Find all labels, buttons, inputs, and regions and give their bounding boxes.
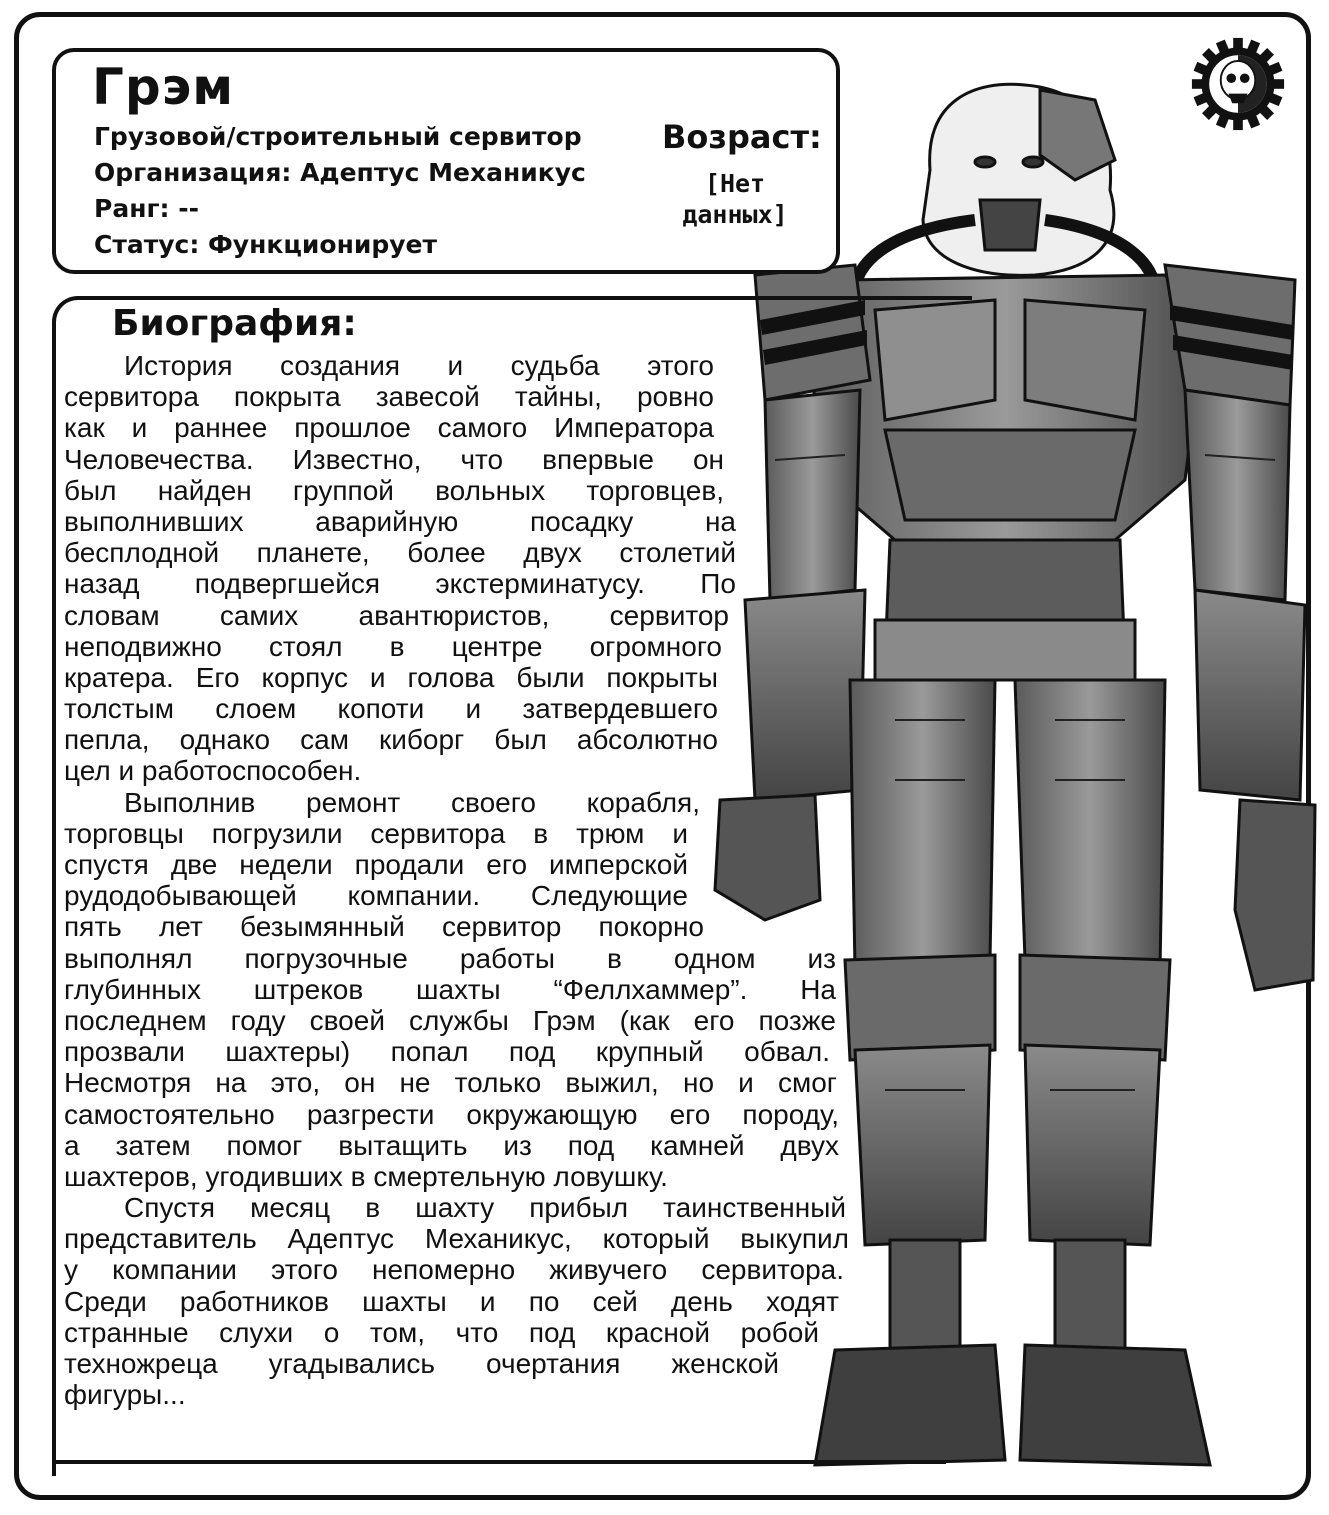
- age-label: Возраст:: [662, 118, 822, 156]
- biography-line: шахтеров, угодивших в смертельную ловушку.: [64, 1160, 668, 1192]
- biography-line: сервитора покрыта завесой тайны, ровно: [64, 381, 714, 413]
- biography-line: самостоятельно разгрести окружающую его породу,: [64, 1098, 839, 1130]
- biography-line: представитель Адептус Механикус, который выкупил: [64, 1223, 849, 1255]
- biography-line: странные слухи о том, что под красной робой: [64, 1316, 819, 1348]
- biography-line: словам самих авантюристов, сервитор: [64, 599, 729, 631]
- biography-title: Биография:: [112, 303, 357, 344]
- biography-line: толстым слоем копоти и затвердевшего: [64, 693, 718, 725]
- age-value-line1: [Нет: [704, 169, 766, 198]
- biography-line: техножреца угадывались очертания женской: [64, 1348, 779, 1379]
- biography-line: цел и работоспособен.: [64, 755, 362, 787]
- biography-line: был найден группой вольных торговцев,: [64, 474, 724, 506]
- biography-line: глубинных штреков шахты “Феллхаммер”. На: [64, 973, 836, 1005]
- biography-line: Выполнив ремонт своего корабля,: [124, 786, 700, 818]
- biography-line: торговцы погрузили сервитора в трюм и: [64, 817, 688, 849]
- biography-line: спустя две недели продали его имперской: [64, 849, 688, 880]
- biography-line: фигуры...: [64, 1379, 186, 1411]
- organization: Организация: Адептус Механикус: [94, 158, 586, 187]
- biography-line: назад подвергшейся экстерминатусу. По: [64, 568, 736, 600]
- biography-line: прозвали шахтеры) попал под крупный обвал.: [64, 1036, 830, 1068]
- age-value: [660, 168, 810, 230]
- character-name: Грэм: [92, 58, 235, 116]
- servitor-type: Грузовой/строительный сервитор: [94, 122, 582, 151]
- biography-line: История создания и судьба этого: [124, 350, 714, 381]
- biography-line: пепла, однако сам киборг был абсолютно: [64, 724, 718, 756]
- biography-line: Спустя месяц в шахту прибыл таинственный: [124, 1192, 846, 1224]
- status: Статус: Функционирует: [94, 230, 437, 259]
- biography-line: кратера. Его корпус и голова были покрыты: [64, 661, 718, 693]
- biography-line: у компании этого непомерно живучего сервитора.: [64, 1254, 844, 1286]
- biography-line: Несмотря на это, он не только выжил, но и смог: [64, 1067, 837, 1099]
- biography-line: Человечества. Известно, что впервые он: [64, 443, 724, 475]
- biography-line: Среди работников шахты и по сей день ходят: [64, 1285, 839, 1317]
- biography-line: последнем году своей службы Грэм (как его позже: [64, 1004, 836, 1036]
- biography-line: пять лет безымянный сервитор покорно: [64, 911, 704, 943]
- biography-line: выполнял погрузочные работы в одном из: [64, 942, 836, 974]
- biography-text: [64, 350, 849, 1410]
- biography-line: а затем помог вытащить из под камней двух: [64, 1129, 839, 1161]
- rank: Ранг: --: [94, 194, 199, 223]
- biography-divider: [56, 1460, 946, 1464]
- age-value-line2: данных]: [682, 200, 788, 229]
- biography-line: бесплодной планете, более двух столетий: [64, 537, 736, 569]
- biography-line: как и раннее прошлое самого Императора: [64, 412, 714, 444]
- biography-line: рудодобывающей компании. Следующие: [64, 880, 688, 912]
- biography-line: выполнивших аварийную посадку на: [64, 505, 736, 537]
- biography-line: неподвижно стоял в центре огромного: [64, 630, 722, 662]
